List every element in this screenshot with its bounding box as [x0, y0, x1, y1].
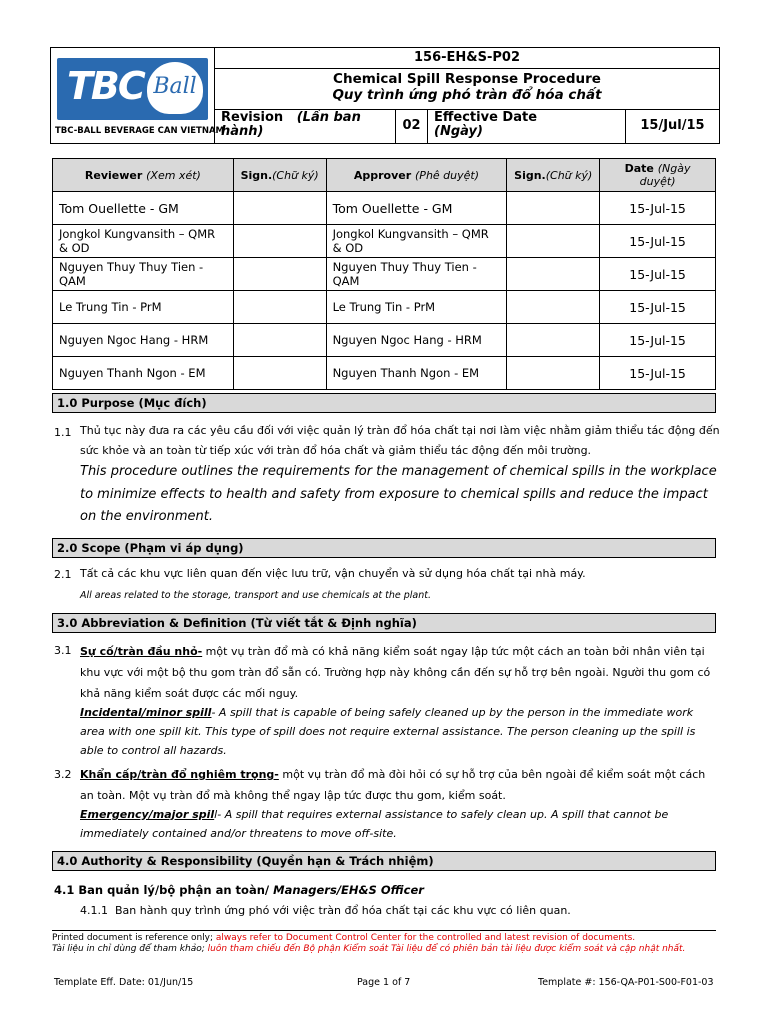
- doc-title: [215, 69, 719, 110]
- definition-major-vn: Khẩn cấp/tràn đổ nghiêm trọng- một vụ tràn đổ mà đòi hỏi có sự hỗ trợ của bên ngoài để kiểm soát một cách an toàn. Một vụ tràn đổ mà không thể ngay lập tức được thu gom, kiểm soát.: [80, 768, 706, 802]
- table-row: [53, 225, 716, 258]
- page-number: Page 1 of 7: [357, 977, 411, 988]
- sign-cell: [233, 258, 326, 291]
- sign-cell: [507, 192, 600, 225]
- sign-cell: [507, 357, 600, 390]
- subsection-heading: 4.1 Ban quản lý/bộ phận an toàn/ Managers/EH&S Officer: [54, 883, 424, 897]
- sign-cell: [233, 225, 326, 258]
- date-cell: 15-Jul-15: [600, 192, 716, 225]
- date-cell: 15-Jul-15: [600, 225, 716, 258]
- scope-text-vn: Tất cả các khu vực liên quan đến việc lưu trữ, vận chuyển và sử dụng hóa chất tại nhà máy.: [80, 567, 586, 580]
- approver-cell: Nguyen Ngoc Hang - HRM: [326, 324, 507, 357]
- company-name: TBC-BALL BEVERAGE CAN VIETNAM: [55, 126, 225, 136]
- reviewer-cell: Le Trung Tin - PrM: [53, 291, 234, 324]
- template-number: Template #: 156-QA-P01-S00-F01-03: [538, 977, 714, 988]
- company-logo: [57, 58, 208, 120]
- section-heading-scope: 2.0 Scope (Phạm vi áp dụng): [52, 538, 716, 558]
- reviewer-header: Reviewer (Xem xét): [53, 159, 234, 192]
- scope-text-en: All areas related to the storage, transport and use chemicals at the plant.: [80, 590, 431, 601]
- section-heading-purpose: 1.0 Purpose (Mục đích): [52, 393, 716, 413]
- date-header: Date (Ngày duyệt): [600, 159, 716, 192]
- template-date: Template Eff. Date: 01/Jun/15: [54, 977, 194, 988]
- title-en: Chemical Spill Response Procedure: [333, 71, 601, 87]
- approver-cell: Le Trung Tin - PrM: [326, 291, 507, 324]
- item-number: 2.1: [54, 568, 72, 581]
- logo-ball-text: Ball: [147, 62, 203, 114]
- table-row: [53, 324, 716, 357]
- sign-header: Sign.(Chữ ký): [233, 159, 326, 192]
- doc-number: 156-EH&S-P02: [215, 48, 719, 69]
- table-row: [53, 258, 716, 291]
- reviewer-cell: Nguyen Ngoc Hang - HRM: [53, 324, 234, 357]
- definition-minor-en: Incidental/minor spill- A spill that is capable of being safely cleaned up by the person in the immediate work area with one spill kit. This type of spill does not require external assistance. The person cleaning up the spill is able to control all hazards.: [80, 706, 696, 757]
- effective-date: 15/Jul/15: [640, 118, 705, 133]
- sign-cell: [507, 225, 600, 258]
- approver-cell: Nguyen Thuy Thuy Tien - QAM: [326, 258, 507, 291]
- date-cell: 15-Jul-15: [600, 258, 716, 291]
- responsibility-item: 4.1.1 Ban hành quy trình ứng phó với việc tràn đổ hóa chất tại các khu vực có liên quan.: [80, 904, 571, 917]
- footer-disclaimer-en: Printed document is reference only; always refer to Document Control Center for the controlled and latest revision of documents.: [52, 933, 636, 943]
- sign-cell: [507, 258, 600, 291]
- effective-label: Effective Date (Ngày): [428, 110, 626, 143]
- table-row: [53, 192, 716, 225]
- section-heading-definitions: 3.0 Abbreviation & Definition (Từ viết tắt & Định nghĩa): [52, 613, 716, 633]
- sign-cell: [233, 291, 326, 324]
- table-row: [53, 357, 716, 390]
- approver-cell: Nguyen Thanh Ngon - EM: [326, 357, 507, 390]
- purpose-text-en: This procedure outlines the requirements for the management of chemical spills in the workplace to minimize effects to health and safety from exposure to chemical spills and reduce the impact on the environment.: [80, 464, 717, 524]
- definition-minor-vn: Sự cố/tràn đầu nhỏ- một vụ tràn đổ mà có khả năng kiểm soát ngay lập tức một cách an toàn bởi nhân viên tại khu vực với một bộ thu gom tràn đổ sẵn có. Trường hợp này không cần đến sự hỗ trợ bên ngoài. Người thu gom có khả năng kiểm soát được các mối nguy.: [80, 645, 711, 700]
- approver-cell: Jongkol Kungvansith – QMR & OD: [326, 225, 507, 258]
- sign-cell: [507, 324, 600, 357]
- approver-header: Approver (Phê duyệt): [326, 159, 507, 192]
- table-row: [53, 291, 716, 324]
- date-cell: 15-Jul-15: [600, 357, 716, 390]
- approval-table: [52, 158, 716, 390]
- date-cell: 15-Jul-15: [600, 291, 716, 324]
- item-number: 1.1: [54, 426, 72, 439]
- reviewer-cell: Nguyen Thanh Ngon - EM: [53, 357, 234, 390]
- document-header: [50, 47, 720, 144]
- item-number: 3.1: [54, 644, 72, 657]
- sign-cell: [233, 324, 326, 357]
- purpose-text-vn: Thủ tục này đưa ra các yêu cầu đối với việc quản lý tràn đổ hóa chất tại nơi làm việc nhằm giảm thiểu tác động đến sức khỏe và an toàn từ tiếp xúc với tràn đổ hóa chất và giảm thiểu tác động đến môi trường.: [80, 424, 720, 457]
- reviewer-cell: Nguyen Thuy Thuy Tien - QAM: [53, 258, 234, 291]
- definition-term: Sự cố/tràn đầu nhỏ-: [80, 645, 203, 658]
- revision-value: 02: [395, 110, 428, 143]
- reviewer-cell: Tom Ouellette - GM: [53, 192, 234, 225]
- revision-row: [215, 110, 719, 143]
- table-header-row: [53, 159, 716, 192]
- date-cell: 15-Jul-15: [600, 324, 716, 357]
- sign-cell: [507, 291, 600, 324]
- section-heading-responsibility: 4.0 Authority & Responsibility (Quyền hạn & Trách nhiệm): [52, 851, 716, 871]
- revision-label: Revision (Lần ban hành): [221, 110, 361, 139]
- item-number: 3.2: [54, 768, 72, 781]
- definition-term: Emergency/major spil: [80, 808, 215, 821]
- reviewer-cell: Jongkol Kungvansith – QMR & OD: [53, 225, 234, 258]
- footer-divider: [52, 930, 716, 931]
- definition-term: Khẩn cấp/tràn đổ nghiêm trọng-: [80, 768, 279, 781]
- approver-cell: Tom Ouellette - GM: [326, 192, 507, 225]
- footer-disclaimer-vn: Tài liệu in chỉ dùng để tham khảo; luôn tham chiếu đến Bộ phận Kiểm soát Tài liệu để có phiên bản tài liệu được kiểm soát và cập nhật nhất.: [52, 944, 686, 954]
- sign-header: Sign.(Chữ ký): [507, 159, 600, 192]
- definition-major-en: Emergency/major spill- A spill that requires external assistance to safely clean up. A spill that cannot be immediately contained and/or threatens to move off-site.: [80, 808, 669, 840]
- logo-tbc-text: TBC: [67, 64, 144, 108]
- title-vn: Quy trình ứng phó tràn đổ hóa chất: [332, 87, 602, 103]
- logo-cell: [51, 48, 225, 143]
- sign-cell: [233, 357, 326, 390]
- definition-term: Incidental/minor spill: [80, 706, 212, 719]
- sign-cell: [233, 192, 326, 225]
